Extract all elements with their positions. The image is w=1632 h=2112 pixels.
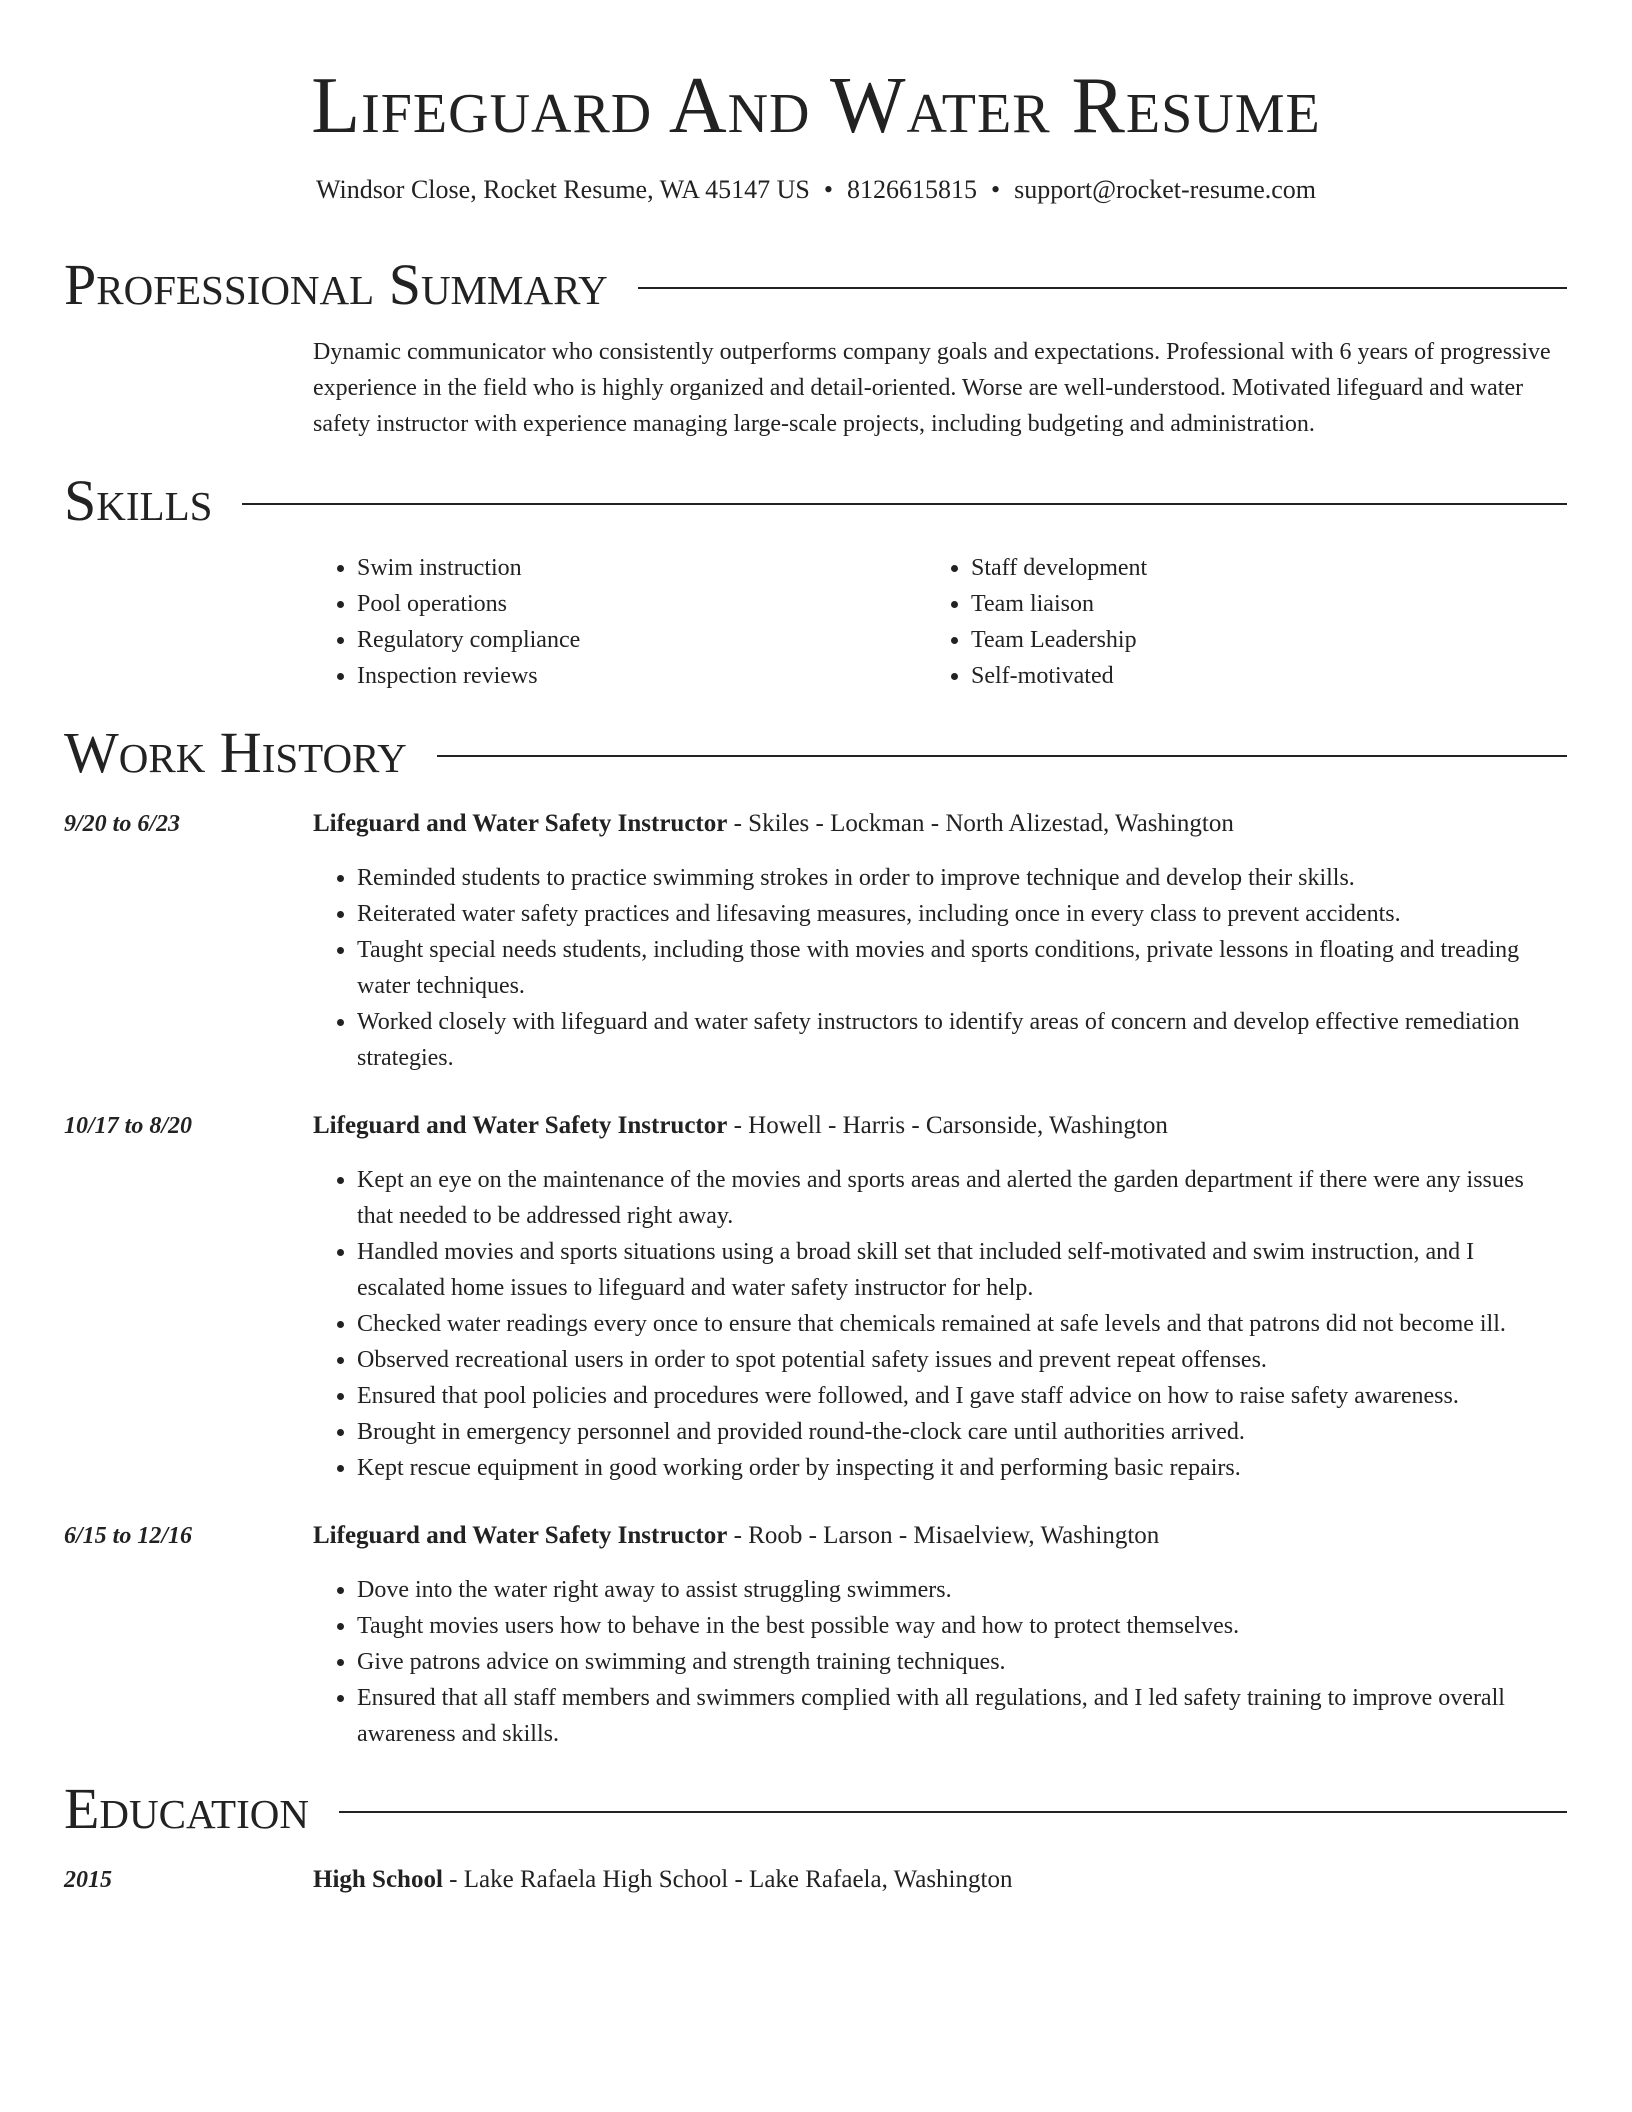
skill-item: • Team liaison (971, 586, 1541, 622)
skill-item: • Swim instruction (357, 550, 927, 586)
job-bullet: • Dove into the water right away to assist struggling swimmers. (357, 1572, 1565, 1608)
job-bullet: • Handled movies and sports situations using a broad skill set that included self-motivated and swim instruction, and I escalated home issues to lifeguard and water safety instructor for help. (357, 1234, 1565, 1306)
skill-item: • Inspection reviews (357, 658, 927, 694)
job-bullet: • Ensured that all staff members and swimmers complied with all regulations, and I led safety training to improve overall awareness and skills. (357, 1680, 1565, 1752)
skills-block (313, 550, 1565, 694)
job-details: - Howell - Harris - Carsonside, Washington (727, 1112, 1168, 1139)
education-degree: High School (313, 1866, 443, 1893)
contact-phone: 8126615815 (846, 175, 977, 204)
job-title: Lifeguard and Water Safety Instructor (313, 1112, 728, 1139)
job-heading (313, 806, 1565, 842)
skills-list-left (313, 550, 927, 694)
summary-section-heading (64, 250, 1567, 320)
job-title: Lifeguard and Water Safety Instructor (313, 1522, 728, 1549)
section-divider (638, 287, 1567, 289)
job-heading (313, 1518, 1565, 1554)
skill-item: • Team Leadership (971, 622, 1541, 658)
job-details: - Roob - Larson - Misaelview, Washington (727, 1522, 1160, 1549)
summary-block (313, 334, 1565, 442)
skill-item: • Self-motivated (971, 658, 1541, 694)
work-section-heading (64, 718, 1567, 788)
job-dates: 10/17 to 8/20 (64, 1113, 193, 1139)
education-heading (313, 1862, 1565, 1898)
job-title: Lifeguard and Water Safety Instructor (313, 810, 728, 837)
resume-title: Lifeguard And Water Resume (311, 62, 1321, 150)
job-bullet: • Worked closely with lifeguard and water safety instructors to identify areas of concern and develop effective remediation strategies. (357, 1004, 1565, 1076)
contact-email: support@rocket-resume.com (1014, 175, 1317, 204)
skill-item: • Regulatory compliance (357, 622, 927, 658)
job-entry (313, 1518, 1565, 1752)
section-title: Work History (64, 720, 407, 785)
job-heading (313, 1108, 1565, 1144)
education-details: - Lake Rafaela High School - Lake Rafaela, Washington (442, 1866, 1013, 1893)
job-bullets (313, 1162, 1565, 1486)
contact-address: Windsor Close, Rocket Resume, WA 45147 US (315, 175, 810, 204)
job-entry (313, 806, 1565, 1076)
job-bullet: • Kept an eye on the maintenance of the movies and sports areas and alerted the garden department if there were any issues that needed to be addressed right away. (357, 1162, 1565, 1234)
education-section-heading (64, 1774, 1567, 1844)
job-details: - Skiles - Lockman - North Alizestad, Washington (727, 810, 1234, 837)
education-year: 2015 (64, 1867, 112, 1893)
section-title: Professional Summary (64, 252, 608, 317)
section-divider (437, 755, 1567, 757)
job-entry (313, 1108, 1565, 1486)
job-bullet: • Reminded students to practice swimming strokes in order to improve technique and develop their skills. (357, 860, 1565, 896)
education-entry (313, 1862, 1565, 1898)
job-bullet: • Taught special needs students, including those with movies and sports conditions, private lessons in floating and treading water techniques. (357, 932, 1565, 1004)
job-bullets (313, 1572, 1565, 1752)
job-dates: 6/15 to 12/16 (64, 1523, 193, 1549)
job-bullet: • Observed recreational users in order to spot potential safety issues and prevent repeat offenses. (357, 1342, 1565, 1378)
contact-line (0, 172, 1632, 208)
job-bullet: • Reiterated water safety practices and lifesaving measures, including once in every class to prevent accidents. (357, 896, 1565, 932)
skill-item: • Pool operations (357, 586, 927, 622)
section-title: Education (64, 1776, 309, 1841)
skills-section-heading (64, 466, 1567, 536)
job-bullet: • Checked water readings every once to ensure that chemicals remained at safe levels and that patrons did not become ill. (357, 1306, 1565, 1342)
contact-separator: • (823, 175, 833, 204)
contact-separator: • (990, 175, 1001, 204)
job-bullet: • Taught movies users how to behave in the best possible way and how to protect themselves. (357, 1608, 1565, 1644)
summary-text: Dynamic communicator who consistently outperforms company goals and expectations. Professional with 6 years of progressive experience in the field who is highly organized and detail-oriented. Worse are well-understood. Motivated lifeguard and water safety instructor with experience managing large-scale projects, including budgeting and administration. (313, 339, 1551, 437)
job-bullets (313, 860, 1565, 1076)
section-divider (242, 503, 1567, 505)
job-bullet: • Ensured that pool policies and procedures were followed, and I gave staff advice on how to raise safety awareness. (357, 1378, 1565, 1414)
job-dates: 9/20 to 6/23 (64, 811, 181, 837)
section-title: Skills (64, 468, 213, 533)
skill-item: • Staff development (971, 550, 1541, 586)
section-divider (339, 1811, 1567, 1813)
skills-list-right (927, 550, 1541, 694)
job-bullet: • Give patrons advice on swimming and strength training techniques. (357, 1644, 1565, 1680)
job-bullet: • Brought in emergency personnel and provided round-the-clock care until authorities arrived. (357, 1414, 1565, 1450)
job-bullet: • Kept rescue equipment in good working order by inspecting it and performing basic repairs. (357, 1450, 1565, 1486)
